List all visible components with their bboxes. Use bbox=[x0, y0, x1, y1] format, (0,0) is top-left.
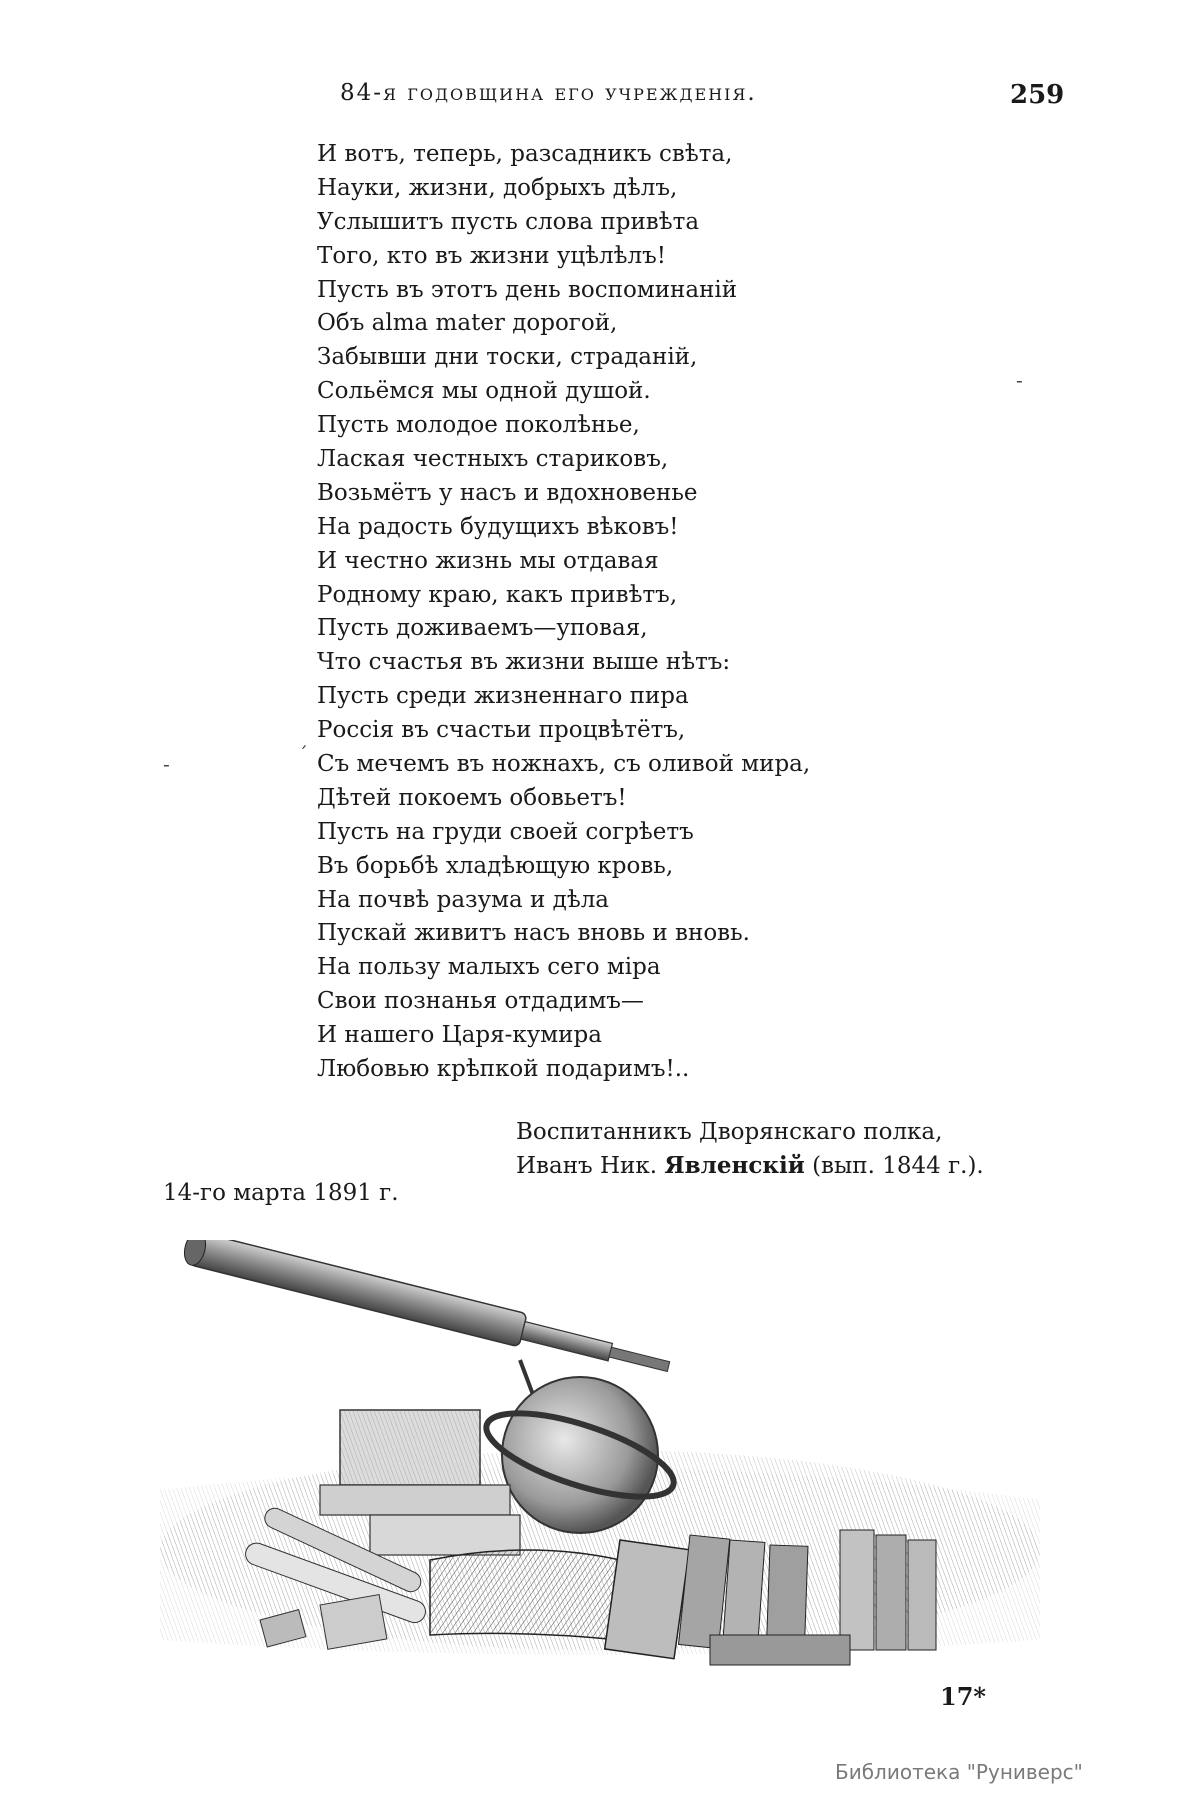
poem-line: Забывши дни тоски, страданій, bbox=[317, 344, 698, 371]
poem-line: Дѣтей покоемъ обовьетъ! bbox=[317, 784, 627, 811]
signature-line-2 bbox=[516, 1149, 984, 1183]
poem-line: Пусть въ этотъ день воспоминаній bbox=[317, 276, 738, 303]
poem-line: Россія въ счастьи процвѣтётъ, bbox=[317, 717, 686, 744]
poem-line: И нашего Царя-кумира bbox=[317, 1022, 602, 1049]
poem-line: Въ борьбѣ хладѣющую кровь, bbox=[317, 852, 674, 879]
date-line: 14-го марта 1891 г. bbox=[163, 1180, 399, 1206]
signature-block bbox=[516, 1115, 984, 1183]
globe-shape bbox=[502, 1377, 658, 1533]
stray-mark-dash: - bbox=[1016, 368, 1023, 392]
poem-line: На радость будущихъ вѣковъ! bbox=[317, 513, 679, 540]
poem-line: Пусть на груди своей согрѣетъ bbox=[317, 818, 694, 845]
poem-line: Лаская честныхъ стариковъ, bbox=[317, 446, 669, 473]
telescope-shape bbox=[181, 1240, 672, 1383]
poem-line: Пусть доживаемъ—уповая, bbox=[317, 615, 648, 642]
poem-line: Пусть молодое поколѣнье, bbox=[317, 412, 640, 439]
poem-line: Сольёмся мы одной душой. bbox=[317, 378, 651, 405]
poem-line: Пускай живитъ насъ вновь и вновь. bbox=[317, 920, 750, 947]
signature-name-prefix: Иванъ Ник. bbox=[516, 1153, 658, 1179]
poem-line: Услышитъ пусть слова привѣта bbox=[317, 208, 700, 235]
small-case-shape bbox=[320, 1595, 387, 1650]
poem-line: Объ alma mater дорогой, bbox=[317, 310, 618, 337]
running-head: 84-я годовщина его учрежденія. bbox=[340, 80, 757, 106]
signature-mark: 17* bbox=[940, 1682, 986, 1711]
poem-line: На почвѣ разума и дѣла bbox=[317, 886, 610, 913]
stray-mark-accent: ˊ bbox=[298, 742, 308, 766]
leather-folio-shape bbox=[430, 1550, 620, 1640]
library-watermark: Библиотека "Руниверс" bbox=[835, 1760, 1083, 1784]
poem-line: И честно жизнь мы отдавая bbox=[317, 547, 659, 574]
poem-line: Родному краю, какъ привѣтъ, bbox=[317, 581, 678, 608]
poem-line: Свои познанья отдадимъ— bbox=[317, 988, 644, 1015]
poem-line: Того, кто въ жизни уцѣлѣлъ! bbox=[317, 242, 667, 269]
signature-name-bold: Явленскій bbox=[664, 1152, 805, 1179]
poem-line: Пусть среди жизненнаго пира bbox=[317, 683, 689, 710]
poem-line: Что счастья въ жизни выше нѣтъ: bbox=[317, 649, 731, 676]
poem-line: Возьмётъ у насъ и вдохновенье bbox=[317, 479, 698, 506]
signature-name-suffix: (вып. 1844 г.). bbox=[812, 1153, 984, 1179]
poem bbox=[317, 138, 810, 1087]
poem-line: Науки, жизни, добрыхъ дѣлъ, bbox=[317, 174, 678, 201]
poem-line: Любовью крѣпкой подаримъ!.. bbox=[317, 1056, 690, 1083]
poem-line: И вотъ, теперь, разсадникъ свѣта, bbox=[317, 141, 733, 167]
page-number: 259 bbox=[1010, 80, 1065, 110]
signature-line-1: Воспитанникъ Дворянскаго полка, bbox=[516, 1119, 943, 1145]
books-stack-shape bbox=[605, 1530, 936, 1665]
poem-line: На пользу малыхъ сего міра bbox=[317, 954, 661, 981]
engraving-telescope-globe-books-icon bbox=[150, 1240, 1050, 1670]
poem-line: Съ мечемъ въ ножнахъ, съ оливой мира, bbox=[317, 751, 811, 778]
stray-mark-dash: - bbox=[163, 752, 170, 776]
